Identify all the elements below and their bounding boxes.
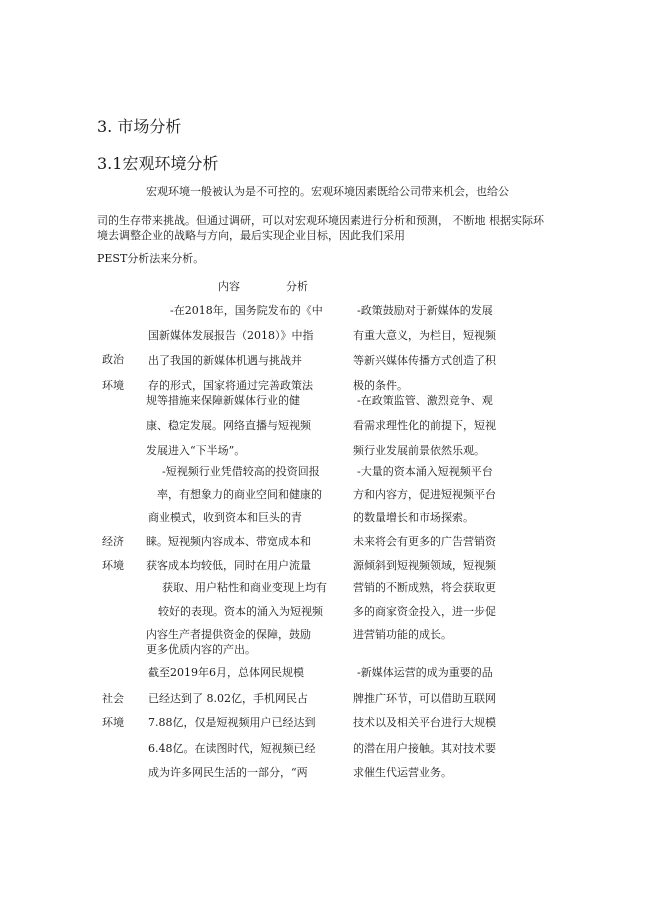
economy-analysis-line: 多的商家资金投入，进一步促 (353, 605, 496, 618)
section-title: 3. 市场分析 (97, 117, 182, 136)
society-content-line: 成为许多网民生活的一部分，“两 (148, 766, 308, 779)
economy-content-line: 获取、用户粘性和商业变现上均有 (162, 581, 327, 594)
politics-content-line: 规等措施来保障新媒体行业的健 (146, 394, 300, 407)
society-content-line: 6.48亿。在读图时代，短视频已经 (148, 742, 316, 755)
table-header-analysis: 分析 (286, 280, 308, 293)
society-analysis-line: -新媒体运营的成为重要的品 (357, 666, 493, 679)
row-label-economy-2: 环境 (102, 559, 124, 572)
politics-analysis-line: 看需求理性化的前提下，短视 (353, 419, 496, 432)
economy-content-line: 率，有想象力的商业空间和健康的 (157, 488, 322, 501)
intro-line-1: 宏观环境一般被认为是不可控的。宏观环境因素既给公司带来机会，也给公 (146, 185, 509, 198)
politics-content-line: 出了我国的新媒体机遇与挑战并 (148, 354, 302, 367)
politics-content-line: -在2018年，国务院发布的《中 (170, 304, 323, 317)
economy-content-line: 睐。短视频内容成本、带宽成本和 (146, 535, 311, 548)
intro-line-2: 司的生存带来挑战。但通过调研，可以对宏观环境因素进行分析和预测， 不断地 根据实际环 (97, 214, 544, 227)
politics-analysis-line: -政策鼓励对于新媒体的发展 (357, 304, 493, 317)
economy-content-line: 较好的表现。资本的涌入为短视频 (158, 605, 323, 618)
intro-line-3: 境去调整企业的战略与方向，最后实现企业目标，因此我们采用 (97, 229, 405, 242)
society-analysis-line: 的潜在用户接触。其对技术要 (353, 742, 496, 755)
society-content-line: 7.88亿，仅是短视频用户已经达到 (148, 716, 316, 729)
table-header-content: 内容 (218, 280, 240, 293)
politics-analysis-line: -在政策监管、激烈竞争、观 (357, 394, 493, 407)
society-content-line: 已经达到了 8.02亿，手机网民占 (148, 692, 308, 705)
politics-content-line: 发展进入“下半场”。 (146, 444, 246, 457)
economy-analysis-line: 营销的不断成熟，将会获取更 (353, 581, 496, 594)
economy-analysis-line: 未来将会有更多的广告营销资 (353, 535, 496, 548)
society-content-line: 截至2019年6月，总体网民规模 (148, 666, 304, 679)
row-label-economy-1: 经济 (102, 535, 124, 548)
economy-analysis-line: 的数量增长和市场探索。 (353, 511, 474, 524)
economy-content-line: 获客成本均较低，同时在用户流量 (146, 559, 311, 572)
intro-line-4: PEST分析法来分析。 (97, 252, 205, 265)
society-analysis-line: 求催生代运营业务。 (353, 766, 452, 779)
society-analysis-line: 技术以及相关平台进行大规模 (353, 716, 496, 729)
politics-content-line: 康、稳定发展。网络直播与短视频 (146, 419, 311, 432)
economy-content-line: -短视频行业凭借较高的投资回报 (162, 465, 320, 478)
row-label-society-2: 环境 (102, 716, 124, 729)
economy-analysis-line: 进营销功能的成长。 (353, 628, 452, 641)
row-label-politics-2: 环境 (102, 379, 124, 392)
economy-content-line: 更多优质内容的产出。 (146, 643, 256, 656)
economy-content-line: 商业模式，收到资本和巨头的青 (148, 511, 302, 524)
row-label-society-1: 社会 (102, 692, 124, 705)
politics-content-line: 存的形式，国家将通过完善政策法 (148, 379, 313, 392)
politics-content-line: 国新媒体发展报告（2018）》中指 (148, 329, 314, 342)
economy-analysis-line: -大量的资本涌入短视频平台 (357, 465, 493, 478)
politics-analysis-line: 等新兴媒体传播方式创造了积 (353, 354, 496, 367)
politics-analysis-line: 极的条件。 (353, 379, 408, 392)
society-analysis-line: 牌推广环节，可以借助互联网 (353, 692, 496, 705)
row-label-politics-1: 政治 (102, 353, 124, 366)
economy-analysis-line: 方和内容方，促进短视频平台 (353, 488, 496, 501)
politics-analysis-line: 频行业发展前景依然乐观。 (353, 444, 485, 457)
subsection-title: 3.1宏观环境分析 (97, 154, 219, 173)
economy-content-line: 内容生产者提供资金的保障，鼓励 (146, 628, 311, 641)
politics-analysis-line: 有重大意义，为栏目，短视频 (353, 329, 496, 342)
economy-analysis-line: 源倾斜到短视频领域，短视频 (353, 559, 496, 572)
